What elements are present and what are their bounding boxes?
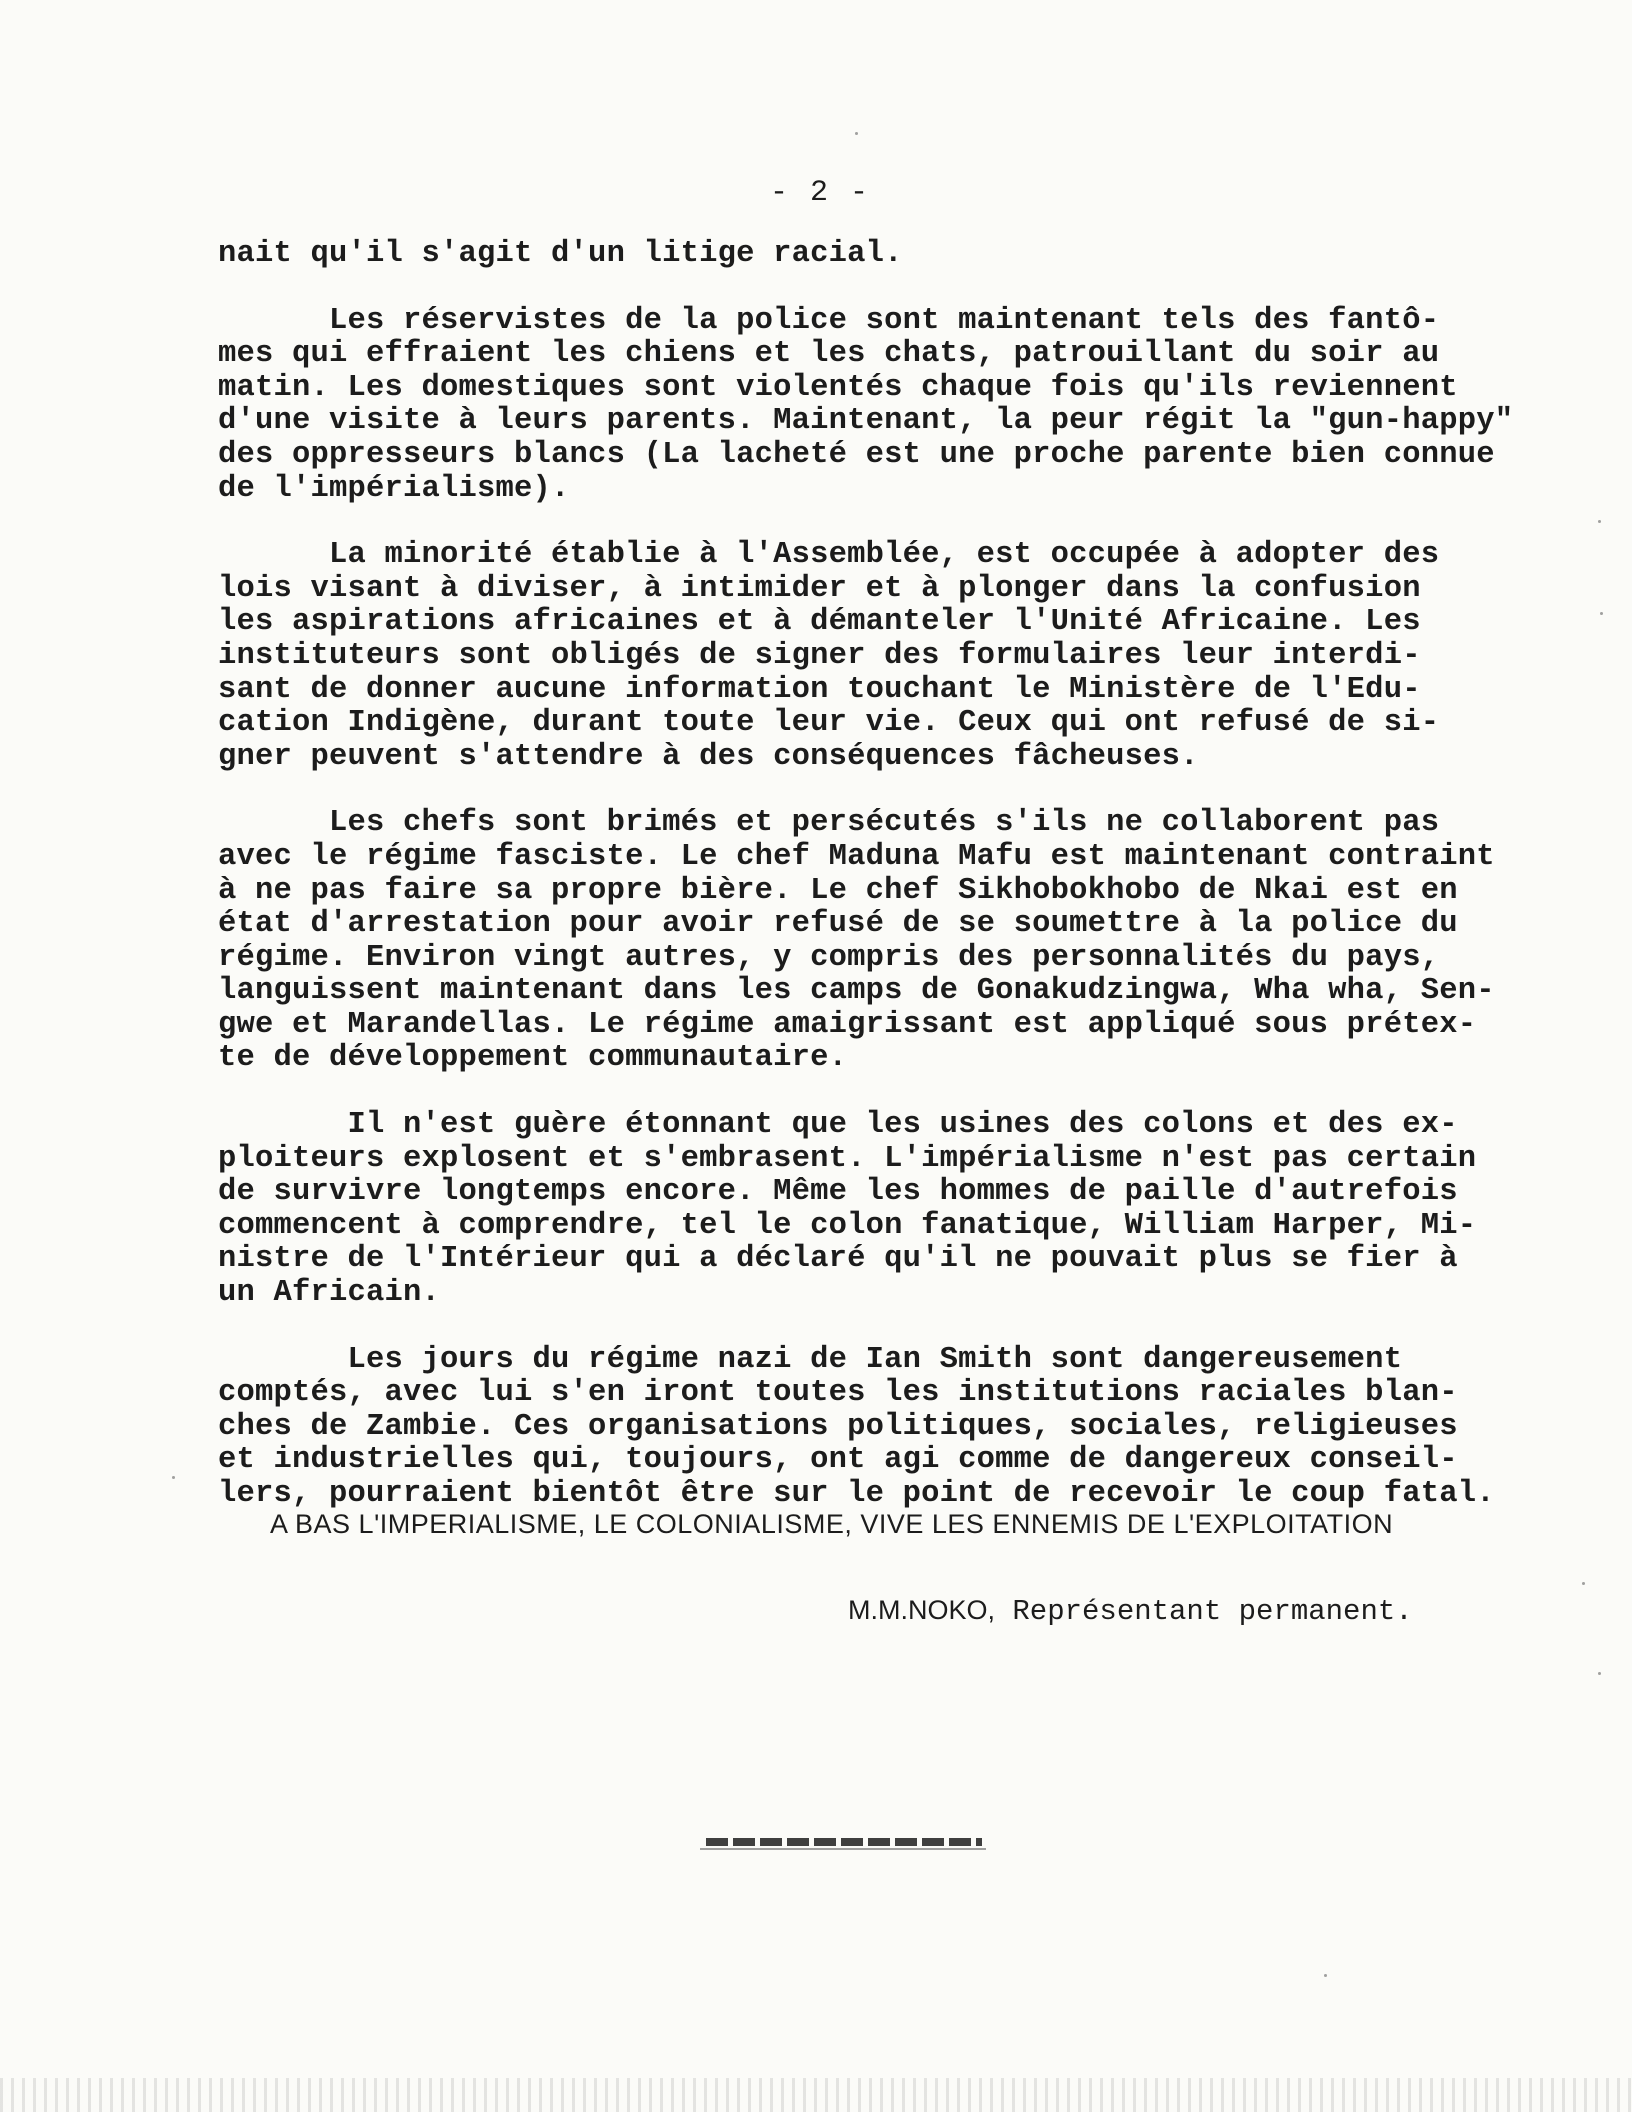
text-line: nistre de l'Intérieur qui a déclaré qu'il ne pouvait plus se fier à bbox=[218, 1242, 1458, 1277]
text-line: te de développement communautaire. bbox=[218, 1041, 848, 1076]
text-line: avec le régime fasciste. Le chef Maduna Mafu est maintenant contraint bbox=[218, 839, 1495, 874]
text-line: matin. Les domestiques sont violentés chaque fois qu'ils reviennent bbox=[218, 370, 1458, 405]
text-line: Les réservistes de la police sont maintenant tels des fantô- bbox=[218, 303, 1440, 338]
text-line: et industrielles qui, toujours, ont agi comme de dangereux conseil- bbox=[218, 1443, 1458, 1478]
text-line: les aspirations africaines et à démanteler l'Unité Africaine. Les bbox=[218, 605, 1421, 640]
signatory-title: Représentant permanent. bbox=[995, 1595, 1413, 1628]
text-line: cation Indigène, durant toute leur vie. Ceux qui ont refusé de si- bbox=[218, 706, 1440, 741]
paragraph-gap bbox=[218, 272, 1508, 305]
text-line: lois visant à diviser, à intimider et à plonger dans la confusion bbox=[218, 571, 1421, 606]
scan-speck bbox=[855, 132, 858, 135]
text-line: instituteurs sont obligés de signer des formulaires leur interdi- bbox=[218, 638, 1421, 673]
paragraph-gap bbox=[218, 1076, 1508, 1109]
scan-noise-strip bbox=[0, 2078, 1632, 2112]
text-line: lers, pourraient bientôt être sur le point de recevoir le coup fatal. bbox=[218, 1477, 1495, 1511]
text-line: mes qui effraient les chiens et les chats, patrouillant du soir au bbox=[218, 337, 1440, 372]
scan-speck bbox=[1598, 520, 1601, 523]
text-line: d'une visite à leurs parents. Maintenant, la peur régit la "gun-happy" bbox=[218, 404, 1514, 439]
text-line: La minorité établie à l'Assemblée, est occupée à adopter des bbox=[218, 538, 1440, 573]
page-number: - 2 - bbox=[769, 176, 870, 210]
letter-body bbox=[218, 237, 1514, 1512]
scan-speck bbox=[1600, 612, 1603, 615]
text-line: régime. Environ vingt autres, y compris des personnalités du pays, bbox=[218, 940, 1440, 975]
scan-speck bbox=[172, 1476, 175, 1479]
text-line: Les jours du régime nazi de Ian Smith sont dangereusement bbox=[218, 1342, 1403, 1377]
text-line: languissent maintenant dans les camps de Gonakudzingwa, Wha wha, Sen- bbox=[218, 974, 1495, 1009]
scan-speck bbox=[1598, 1672, 1601, 1675]
text-line: commencent à comprendre, tel le colon fanatique, William Harper, Mi- bbox=[218, 1208, 1477, 1243]
text-line: à ne pas faire sa propre bière. Le chef Sikhobokhobo de Nkai est en bbox=[218, 873, 1458, 908]
paragraph-gap bbox=[218, 774, 1508, 807]
text-line: gwe et Marandellas. Le régime amaigrissant est appliqué sous prétex- bbox=[218, 1007, 1477, 1042]
text-line: ches de Zambie. Ces organisations politiques, sociales, religieuses bbox=[218, 1409, 1458, 1444]
text-line: état d'arrestation pour avoir refusé de se soumettre à la police du bbox=[218, 907, 1458, 942]
text-line: de l'impérialisme). bbox=[218, 471, 570, 506]
text-line: des oppresseurs blancs (La lacheté est une proche parente bien connue bbox=[218, 437, 1495, 472]
signatory-name: M.M.NOKO, bbox=[848, 1595, 995, 1625]
text-line: Il n'est guère étonnant que les usines des colons et des ex- bbox=[218, 1108, 1458, 1143]
text-line: Les chefs sont brimés et persécutés s'ils ne collaborent pas bbox=[218, 806, 1440, 841]
text-line: un Africain. bbox=[218, 1276, 441, 1311]
text-line: de survivre longtemps encore. Même les hommes de paille d'autrefois bbox=[218, 1175, 1458, 1210]
text-line: sant de donner aucune information touchant le Ministère de l'Edu- bbox=[218, 672, 1421, 707]
paragraph-gap bbox=[218, 506, 1508, 539]
text-line: gner peuvent s'attendre à des conséquences fâcheuses. bbox=[218, 739, 1199, 774]
text-line: nait qu'il s'agit d'un litige racial. bbox=[218, 237, 903, 271]
paragraph-gap bbox=[218, 1311, 1508, 1344]
end-of-document-underline bbox=[700, 1848, 986, 1850]
scan-speck bbox=[1582, 1582, 1585, 1585]
signature-line bbox=[848, 1594, 1413, 1628]
end-of-document-rule bbox=[706, 1838, 982, 1846]
text-line: comptés, avec lui s'en iront toutes les institutions raciales blan- bbox=[218, 1376, 1458, 1411]
closing-slogan: A BAS L'IMPERIALISME, LE COLONIALISME, VIVE LES ENNEMIS DE L'EXPLOITATION bbox=[270, 1509, 1394, 1539]
text-line: ploiteurs explosent et s'embrasent. L'impérialisme n'est pas certain bbox=[218, 1141, 1477, 1176]
scan-speck bbox=[1324, 1974, 1327, 1977]
